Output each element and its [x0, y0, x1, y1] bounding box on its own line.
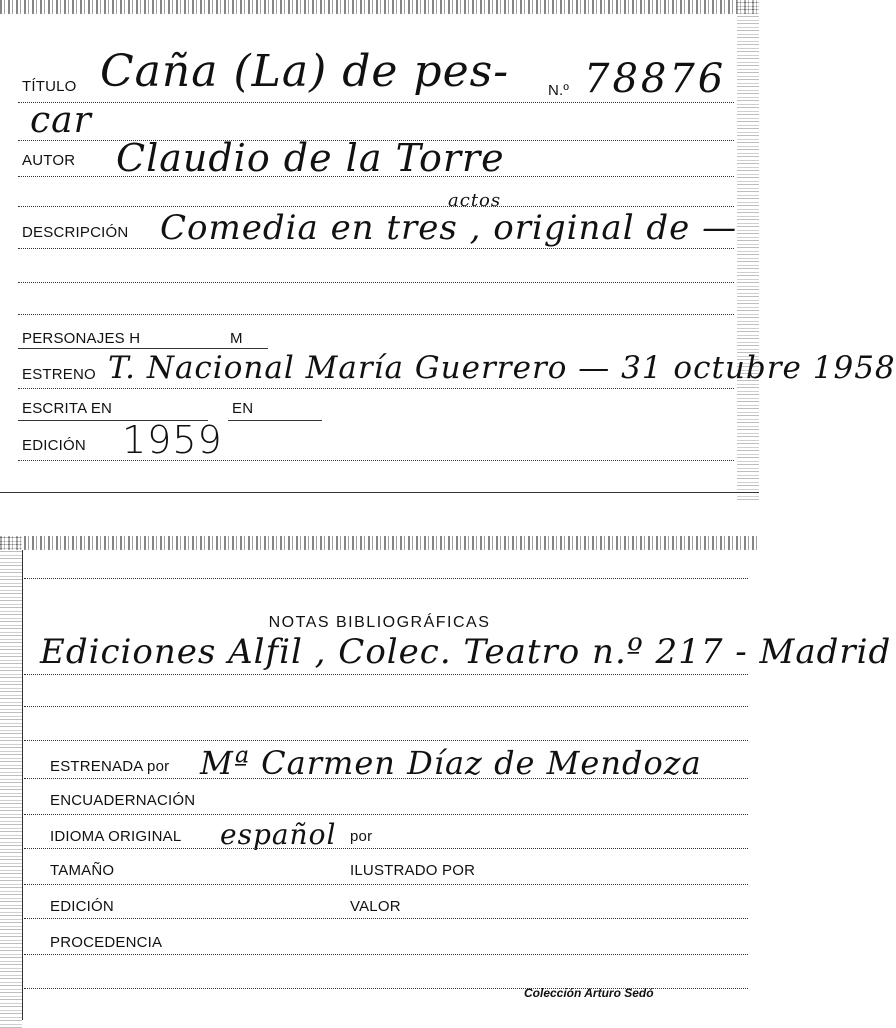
- rule-autor: [18, 176, 734, 177]
- personajes-m-label: M: [230, 330, 243, 347]
- rule-procedencia: [24, 954, 748, 955]
- estrenada-por-value: Mª Carmen Díaz de Mendoza: [200, 744, 702, 782]
- back-edicion-label: EDICIÓN: [50, 898, 114, 915]
- escrita-en-label: ESCRITA EN: [22, 400, 113, 417]
- notas-bibliograficas-title: NOTAS BIBLIOGRÁFICAS: [268, 614, 491, 631]
- rule-descripcion-3: [18, 314, 734, 315]
- card-torn-edge: [0, 536, 759, 550]
- encuadernacion-label: ENCUADERNACIÓN: [50, 792, 196, 809]
- numero-value: 78876: [584, 56, 727, 102]
- escrita-en-en-label: EN: [232, 400, 254, 417]
- rule-personajes: [18, 348, 268, 349]
- idioma-original-value: español: [220, 818, 337, 851]
- descripcion-label: DESCRIPCIÓN: [22, 224, 129, 241]
- rule-estreno: [18, 388, 734, 389]
- estrenada-por-label: ESTRENADA por: [50, 758, 170, 775]
- rule-card-bottom: [0, 492, 759, 493]
- titulo-label: TÍTULO: [22, 78, 77, 95]
- rule-edicion-back: [24, 918, 748, 919]
- rule-idioma: [24, 848, 748, 849]
- titulo-value: Caña (La) de pes-: [100, 46, 510, 97]
- edicion-value: 1959: [122, 418, 223, 462]
- ilustrado-por-label: ILUSTRADO POR: [350, 862, 476, 879]
- rule-estrenada: [24, 778, 748, 779]
- catalog-card-front: [0, 0, 896, 500]
- rule-autor-2: [18, 206, 734, 207]
- rule-notas-3: [24, 740, 748, 741]
- edicion-label: EDICIÓN: [22, 437, 86, 454]
- estreno-label: ESTRENO: [22, 366, 96, 383]
- procedencia-label: PROCEDENCIA: [50, 934, 163, 951]
- estreno-value: T. Nacional María Guerrero — 31 octubre 1958: [108, 350, 896, 386]
- card-side-edge: [737, 0, 759, 500]
- descripcion-inserted-word: actos: [448, 190, 502, 211]
- rule-notas-1: [24, 674, 748, 675]
- numero-label: N.º: [548, 82, 570, 99]
- personajes-label: PERSONAJES H: [22, 330, 141, 347]
- collection-stamp: Colección Arturo Sedó: [524, 986, 654, 1000]
- titulo-continued: car: [30, 100, 92, 141]
- autor-value: Claudio de la Torre: [116, 136, 505, 180]
- autor-label: AUTOR: [22, 152, 76, 169]
- valor-label: VALOR: [350, 898, 401, 915]
- notas-line-value: Ediciones Alfil , Colec. Teatro n.º 217 - Madrid: [40, 632, 892, 672]
- rule-back-top: [24, 578, 748, 579]
- tamano-label: TAMAÑO: [50, 862, 115, 879]
- rule-descripcion-2: [18, 282, 734, 283]
- card-side-edge: [0, 536, 22, 1028]
- rule-escrita-en: [228, 420, 322, 421]
- rule-notas-2: [24, 706, 748, 707]
- idioma-original-label: IDIOMA ORIGINAL: [50, 828, 182, 845]
- rule-tamano: [24, 884, 748, 885]
- rule-titulo: [18, 102, 734, 103]
- rule-encuadernacion: [24, 814, 748, 815]
- card-torn-edge: [0, 0, 759, 14]
- idioma-por-label: por: [350, 828, 373, 845]
- rule-edicion: [18, 460, 734, 461]
- catalog-card-back: [0, 536, 892, 1028]
- descripcion-value: Comedia en tres , original de —: [160, 208, 738, 248]
- rule-descripcion: [18, 248, 734, 249]
